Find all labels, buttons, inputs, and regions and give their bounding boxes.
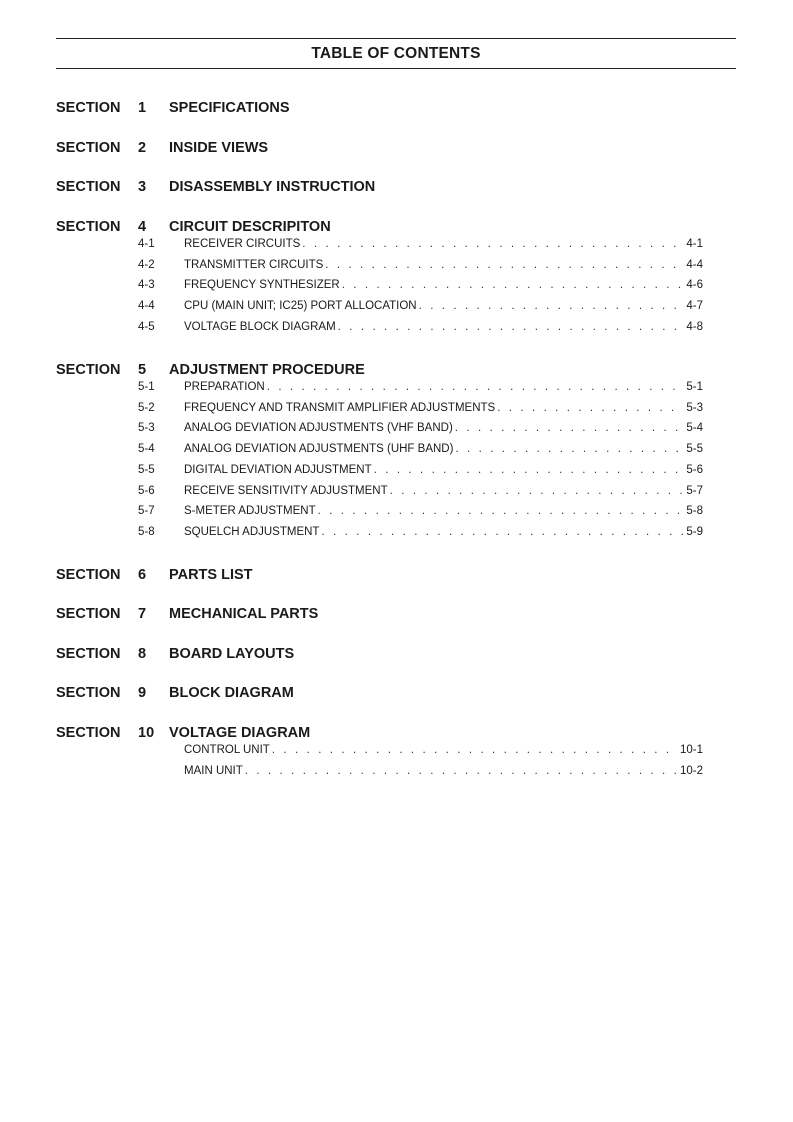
entry-leader-line xyxy=(184,381,703,393)
toc-entry[interactable] xyxy=(138,505,703,521)
section-number: 8 xyxy=(138,646,147,662)
section-label: SECTION xyxy=(56,100,121,116)
entry-number: 4-4 xyxy=(138,300,155,313)
entry-page-number: 4-8 xyxy=(686,320,703,333)
entry-number: 5-5 xyxy=(138,463,155,476)
toc-entry[interactable] xyxy=(138,402,703,418)
section-label: SECTION xyxy=(56,179,121,195)
entry-leader-line xyxy=(184,321,703,333)
entry-leader-line xyxy=(184,422,703,434)
entry-page-number: 5-1 xyxy=(686,381,703,393)
toc-entry[interactable] xyxy=(138,300,703,316)
entry-page-number: 4-6 xyxy=(686,279,703,292)
entry-leader-line xyxy=(184,464,703,476)
entry-title: RECEIVER CIRCUITS xyxy=(184,238,301,250)
entry-number: 5-1 xyxy=(138,381,155,393)
toc-entry[interactable] xyxy=(138,765,703,781)
toc-entry[interactable] xyxy=(138,464,703,480)
section-number: 2 xyxy=(138,140,147,156)
entry-number: 5-3 xyxy=(138,422,155,435)
entry-page-number: 4-7 xyxy=(686,300,703,313)
dot-leader xyxy=(390,485,684,497)
entry-page-number: 5-9 xyxy=(686,525,703,538)
section-number: 6 xyxy=(138,567,147,583)
section-number: 10 xyxy=(138,725,155,741)
dot-leader xyxy=(497,402,683,414)
entry-number: 5-8 xyxy=(138,525,155,538)
entry-title: FREQUENCY SYNTHESIZER xyxy=(184,279,340,292)
entry-page-number: 5-3 xyxy=(686,401,703,414)
entry-leader-line xyxy=(184,259,703,271)
dot-leader xyxy=(325,259,683,271)
entry-leader-line xyxy=(184,402,703,414)
toc-entry[interactable] xyxy=(138,485,703,501)
entry-number: 5-2 xyxy=(138,401,155,414)
section-title: BLOCK DIAGRAM xyxy=(169,685,294,701)
entry-title: S-METER ADJUSTMENT xyxy=(184,505,316,518)
entry-title: CPU (MAIN UNIT; IC25) PORT ALLOCATION xyxy=(184,300,417,313)
header-rule-bottom xyxy=(56,68,736,69)
toc-entry[interactable] xyxy=(138,321,703,337)
section-label: SECTION xyxy=(56,362,121,378)
section-number: 1 xyxy=(138,100,147,116)
dot-leader xyxy=(267,381,684,393)
entry-number: 4-1 xyxy=(138,238,155,250)
toc-entry[interactable] xyxy=(138,443,703,459)
entry-number: 4-3 xyxy=(138,279,155,292)
entry-leader-line xyxy=(184,300,703,312)
entry-title: SQUELCH ADJUSTMENT xyxy=(184,525,320,538)
section-title: INSIDE VIEWS xyxy=(169,140,269,156)
dot-leader xyxy=(318,505,684,517)
dot-leader xyxy=(245,765,677,777)
dot-leader xyxy=(321,526,683,538)
entry-title: MAIN UNIT xyxy=(184,764,243,777)
toc-entry[interactable] xyxy=(138,422,703,438)
entry-leader-line xyxy=(184,238,703,250)
entry-leader-line xyxy=(184,443,703,455)
entry-number: 4-5 xyxy=(138,320,155,333)
entry-page-number: 5-6 xyxy=(686,463,703,476)
entry-title: ANALOG DEVIATION ADJUSTMENTS (UHF BAND) xyxy=(184,443,454,456)
toc-entry[interactable] xyxy=(138,238,703,254)
entry-page-number: 10-1 xyxy=(679,744,703,756)
entry-title: RECEIVE SENSITIVITY ADJUSTMENT xyxy=(184,484,388,497)
section-label: SECTION xyxy=(56,725,121,741)
entry-leader-line xyxy=(184,765,703,777)
dot-leader xyxy=(419,300,684,312)
section-label: SECTION xyxy=(56,685,121,701)
section-number: 4 xyxy=(138,219,147,235)
entry-page-number: 5-8 xyxy=(686,505,703,518)
toc-entry[interactable] xyxy=(138,259,703,275)
dot-leader xyxy=(338,321,684,333)
section-title: MECHANICAL PARTS xyxy=(169,606,319,622)
page-title: TABLE OF CONTENTS xyxy=(311,45,481,62)
section-title: CIRCUIT DESCRIPITON xyxy=(169,219,331,235)
section-number: 3 xyxy=(138,179,147,195)
entry-leader-line xyxy=(184,505,703,517)
header-rule-top xyxy=(56,38,736,39)
section-label: SECTION xyxy=(56,140,121,156)
entry-number: 5-6 xyxy=(138,484,155,497)
entry-title: VOLTAGE BLOCK DIAGRAM xyxy=(184,320,336,333)
entry-number: 5-4 xyxy=(138,443,155,456)
entry-page-number: 5-4 xyxy=(686,422,703,435)
entry-page-number: 10-2 xyxy=(679,764,703,777)
section-title: PARTS LIST xyxy=(169,567,253,583)
dot-leader xyxy=(302,238,683,250)
dot-leader xyxy=(272,744,677,756)
section-number: 7 xyxy=(138,606,147,622)
entry-page-number: 5-7 xyxy=(686,484,703,497)
entry-leader-line xyxy=(184,485,703,497)
entry-title: FREQUENCY AND TRANSMIT AMPLIFIER ADJUSTMENTS xyxy=(184,401,496,414)
section-title: ADJUSTMENT PROCEDURE xyxy=(169,362,365,378)
section-number: 5 xyxy=(138,362,147,378)
entry-number: 5-7 xyxy=(138,505,155,518)
entry-title: PREPARATION xyxy=(184,381,265,393)
entry-leader-line xyxy=(184,744,703,756)
entry-title: ANALOG DEVIATION ADJUSTMENTS (VHF BAND) xyxy=(184,422,453,435)
entry-number: 4-2 xyxy=(138,258,155,271)
toc-entry[interactable] xyxy=(138,381,703,397)
section-label: SECTION xyxy=(56,567,121,583)
dot-leader xyxy=(342,279,684,291)
entry-leader-line xyxy=(184,279,703,291)
section-number: 9 xyxy=(138,685,147,701)
toc-entry[interactable] xyxy=(138,744,703,760)
section-title: BOARD LAYOUTS xyxy=(169,646,295,662)
dot-leader xyxy=(455,422,684,434)
entry-page-number: 4-1 xyxy=(686,238,703,250)
toc-entry[interactable] xyxy=(138,279,703,295)
entry-page-number: 4-4 xyxy=(686,258,703,271)
section-title: VOLTAGE DIAGRAM xyxy=(169,725,311,741)
section-label: SECTION xyxy=(56,606,121,622)
section-label: SECTION xyxy=(56,646,121,662)
section-label: SECTION xyxy=(56,219,121,235)
entry-title: DIGITAL DEVIATION ADJUSTMENT xyxy=(184,463,372,476)
section-title: SPECIFICATIONS xyxy=(169,100,290,116)
section-title: DISASSEMBLY INSTRUCTION xyxy=(169,179,376,195)
entry-title: TRANSMITTER CIRCUITS xyxy=(184,258,324,271)
entry-page-number: 5-5 xyxy=(686,443,703,456)
entry-leader-line xyxy=(184,526,703,538)
toc-entry[interactable] xyxy=(138,526,703,542)
dot-leader xyxy=(455,443,683,455)
dot-leader xyxy=(374,464,684,476)
entry-title: CONTROL UNIT xyxy=(184,744,270,756)
